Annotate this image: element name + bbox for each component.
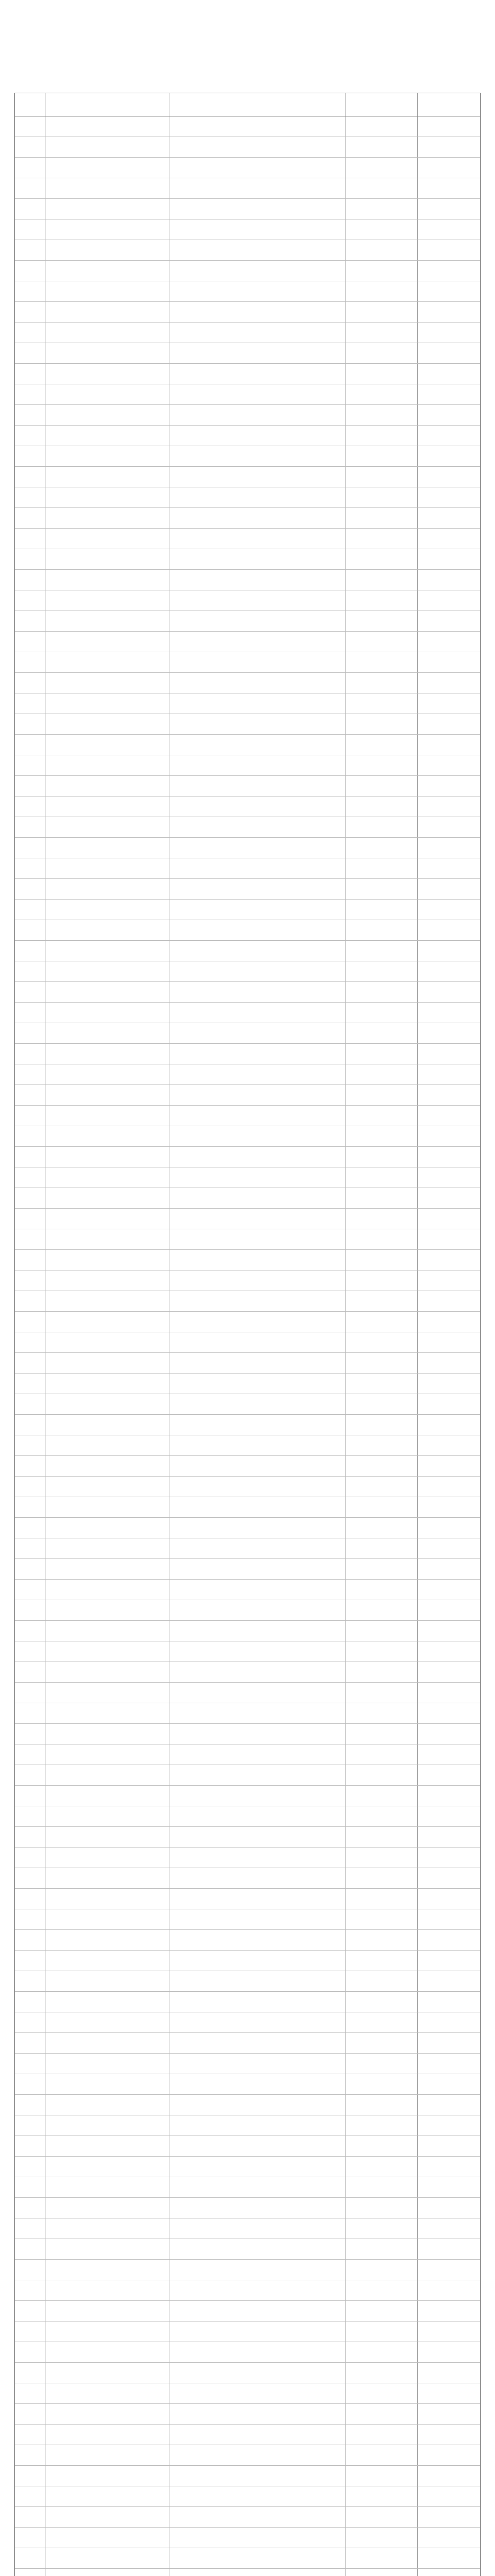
table-row	[15, 1703, 480, 1724]
table-row	[15, 590, 480, 611]
table-row	[15, 1497, 480, 1518]
table-row	[15, 2053, 480, 2074]
table-row	[15, 2445, 480, 2466]
table-row	[15, 1971, 480, 1992]
table-row	[15, 2548, 480, 2569]
table-row	[15, 1270, 480, 1291]
table-row	[15, 384, 480, 405]
table-row	[15, 817, 480, 838]
table-row	[15, 2074, 480, 2095]
table-row	[15, 2506, 480, 2528]
table-row	[15, 775, 480, 796]
table-row	[15, 1043, 480, 1064]
document-title	[0, 0, 495, 88]
table-row	[15, 2197, 480, 2218]
table-row	[15, 528, 480, 549]
table-row	[15, 2362, 480, 2383]
table-row	[15, 240, 480, 261]
table-row	[15, 858, 480, 879]
table-row	[15, 281, 480, 302]
table-row	[15, 2177, 480, 2198]
table-row	[15, 363, 480, 384]
table-row	[15, 981, 480, 1003]
table-row	[15, 1435, 480, 1456]
table-row	[15, 1455, 480, 1477]
table-row	[15, 693, 480, 714]
table-row	[15, 1950, 480, 1971]
table-row	[15, 652, 480, 673]
table-row	[15, 549, 480, 570]
table-row	[15, 198, 480, 219]
table-row	[15, 1888, 480, 1909]
table-row	[15, 1311, 480, 1332]
table-row	[15, 2136, 480, 2157]
table-row	[15, 1352, 480, 1374]
table-row	[15, 1084, 480, 1106]
table-row	[15, 1620, 480, 1641]
table-row	[15, 878, 480, 900]
table-row	[15, 1826, 480, 1848]
table-row	[15, 301, 480, 323]
table-row	[15, 137, 480, 158]
table-row	[15, 2568, 480, 2576]
table-row	[15, 1579, 480, 1600]
table-row	[15, 404, 480, 426]
table-row	[15, 672, 480, 693]
table-row	[15, 1744, 480, 1765]
table-row	[15, 1723, 480, 1744]
table-row	[15, 1641, 480, 1662]
table-row	[15, 2424, 480, 2445]
table-row	[15, 1249, 480, 1270]
table-row	[15, 1229, 480, 1250]
data-table	[14, 93, 481, 2576]
table-row	[15, 2486, 480, 2507]
table-row	[15, 1188, 480, 1209]
table-row	[15, 2012, 480, 2033]
table-row	[15, 1558, 480, 1580]
table-row	[15, 1909, 480, 1930]
table-row	[15, 2156, 480, 2177]
table-row	[15, 961, 480, 982]
table-row	[15, 1105, 480, 1126]
table-row	[15, 1785, 480, 1806]
table-row	[15, 837, 480, 858]
table-row	[15, 755, 480, 776]
table-row	[15, 1991, 480, 2012]
table-row	[15, 1373, 480, 1394]
table-row	[15, 157, 480, 178]
table-row	[15, 1682, 480, 1703]
table-row	[15, 2383, 480, 2404]
table-row	[15, 1208, 480, 1229]
table-row	[15, 1126, 480, 1147]
table-row	[15, 611, 480, 632]
table-row	[15, 1167, 480, 1188]
table-row	[15, 1662, 480, 1683]
table-row	[15, 507, 480, 529]
table-row	[15, 1806, 480, 1827]
table-row	[15, 260, 480, 281]
table-row	[15, 2239, 480, 2260]
table-row	[15, 1538, 480, 1559]
table-row	[15, 734, 480, 755]
table-row	[15, 2300, 480, 2321]
table-row	[15, 1394, 480, 1415]
table-row	[15, 631, 480, 652]
table-row	[15, 940, 480, 961]
table-row	[15, 322, 480, 343]
table-row	[15, 2403, 480, 2425]
table-row	[15, 2321, 480, 2342]
table-row	[15, 1929, 480, 1951]
table-row	[15, 2032, 480, 2054]
table-row	[15, 1064, 480, 1085]
table-row	[15, 1476, 480, 1497]
table-row	[15, 1023, 480, 1044]
table-row	[15, 343, 480, 364]
table-row	[15, 2280, 480, 2301]
table-row	[15, 2527, 480, 2548]
table-row	[15, 2115, 480, 2136]
table-row	[15, 2094, 480, 2115]
table-row	[15, 2218, 480, 2239]
table-row	[15, 425, 480, 446]
table-row	[15, 466, 480, 487]
table-row	[15, 2342, 480, 2363]
table-row	[15, 920, 480, 941]
table-row	[15, 1765, 480, 1786]
table-row	[15, 569, 480, 590]
table-row	[15, 487, 480, 508]
table-row	[15, 1002, 480, 1023]
table-row	[15, 1414, 480, 1435]
table-row	[15, 1332, 480, 1353]
table-row	[15, 1517, 480, 1538]
table-row	[15, 1847, 480, 1868]
table-row	[15, 116, 480, 137]
table-row	[15, 714, 480, 735]
table-row	[15, 899, 480, 920]
table-row	[15, 796, 480, 817]
table-row	[15, 2465, 480, 2486]
table-row	[15, 219, 480, 240]
table-header	[15, 93, 480, 116]
table-row	[15, 1868, 480, 1889]
table-row	[15, 2259, 480, 2280]
table-row	[15, 1291, 480, 1312]
table-row	[15, 1600, 480, 1621]
table-row	[15, 178, 480, 199]
table-row	[15, 1146, 480, 1167]
table-row	[15, 446, 480, 467]
